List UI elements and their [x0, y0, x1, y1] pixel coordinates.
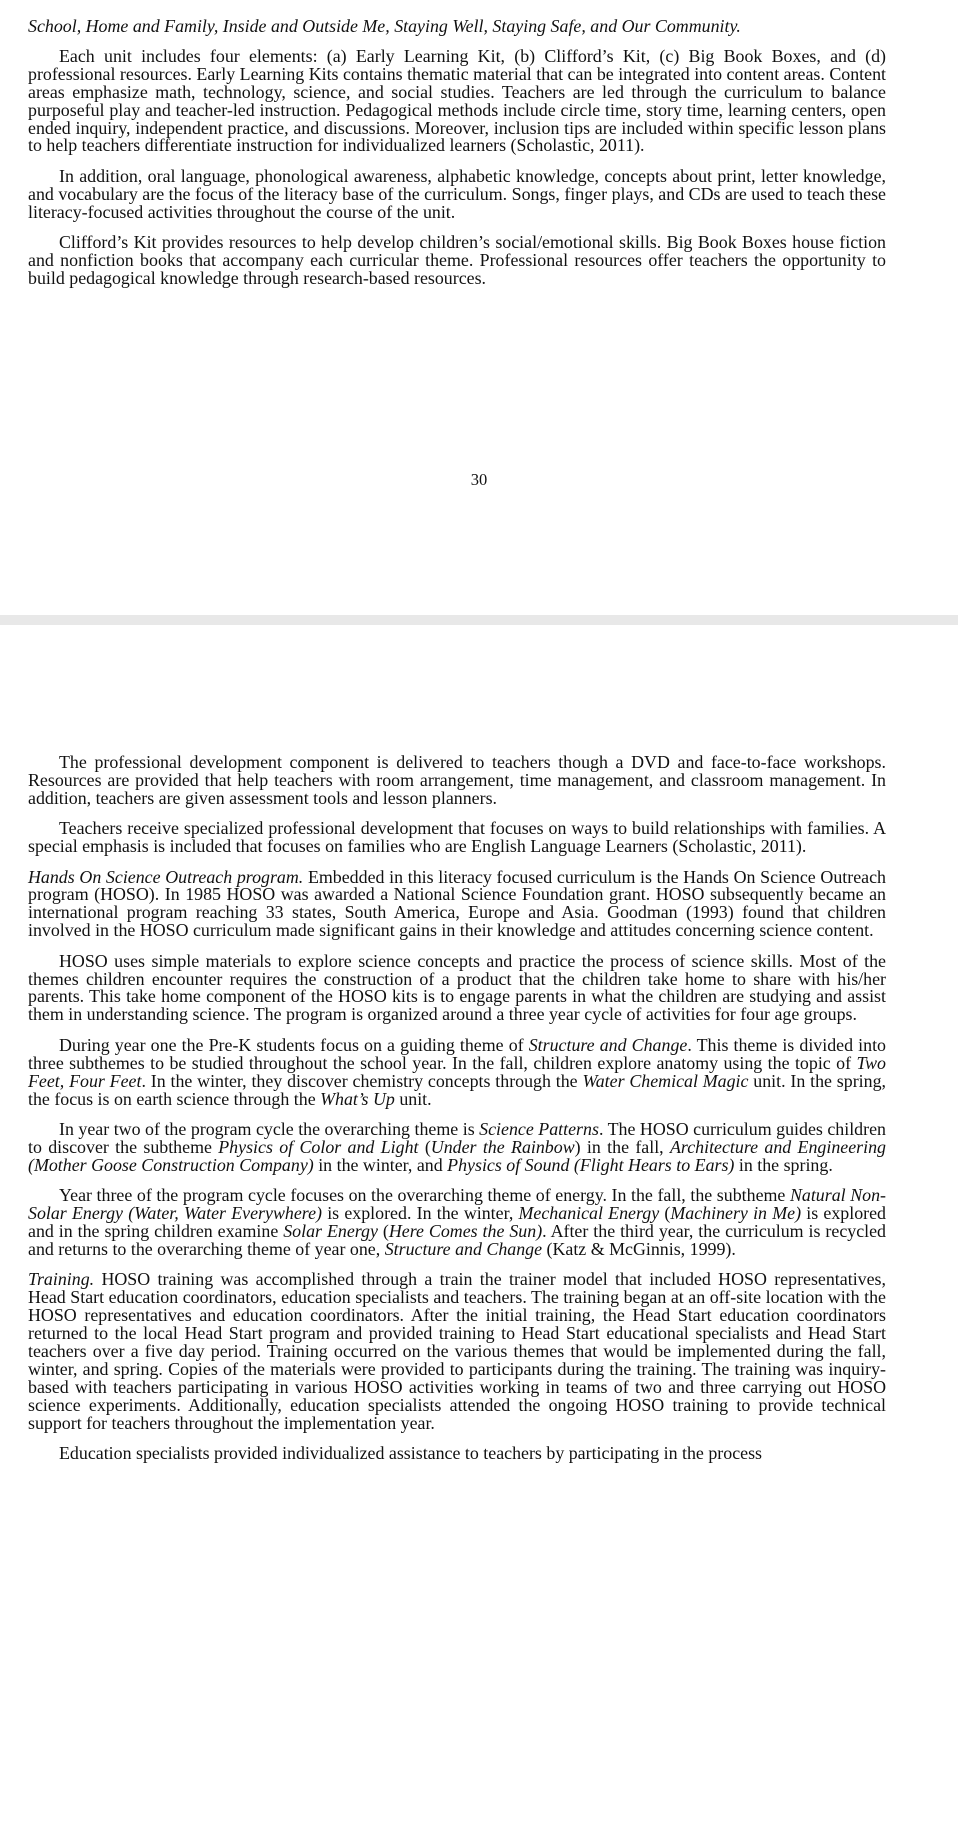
section-heading-hoso: Hands On Science Outreach program. [28, 866, 304, 887]
paragraph-cliffords-kit: Clifford’s Kit provides resources to help develop children’s social/emotional skills. Big Book Boxes house fiction and nonfiction books that accompany each curricular theme. Professional resources offer teachers the opportunity to build pedagogical knowledge through research-based resources. [28, 232, 886, 288]
paragraph-literacy-base: In addition, oral language, phonological awareness, alphabetic knowledge, concepts about print, letter knowledge, and vocabulary are the focus of the literacy base of the curriculum. Songs, finger plays, and CDs are used to teach these literacy-focused activities throughout the course of the unit. [28, 165, 886, 222]
paragraph-professional-development: The professional development component is delivered to teachers though a DVD and face-to-face workshops. Resources are provided that help teachers with room arrangement, time management, and classroom management. In addition, teachers are given assessment tools and lesson planners. [28, 752, 886, 808]
paragraph-year-two: In year two of the program cycle the overarching theme is Science Patterns. The HOSO curriculum guides children to discover the subtheme Physics of Color and Light (Under the Rainbow) in the fall, Architecture and Engineering (Mother Goose Construction Company) in the winter, and Physics of Sound (Flight Hears to Ears) in the spring. [28, 1118, 886, 1175]
paragraph-education-specialists: Education specialists provided individualized assistance to teachers by participating in the process [59, 1442, 762, 1463]
section-heading-training: Training. [28, 1269, 95, 1290]
page-number: 30 [470, 470, 488, 489]
unit-list-italic: School, Home and Family, Inside and Outside Me, Staying Well, Staying Safe, and Our Community. [28, 16, 741, 36]
paragraph-hoso-intro: Hands On Science Outreach program. Embedded in this literacy focused curriculum is the Hands On Science Outreach program (HOSO). In 1985 HOSO was awarded a National Science Foundation grant. HOSO subsequently became an international program reaching 33 states, South America, Europe and Asia. Goodman (1993) found that children involved in the HOSO curriculum made significant gains in their knowledge and attitudes concerning science content. [28, 866, 886, 941]
paragraph-unit-elements: Each unit includes four elements: (a) Early Learning Kit, (b) Clifford’s Kit, (c) Big Book Boxes, and (d) professional resources. Early Learning Kits contains thematic material that can be integrated into content areas. Content areas emphasize math, technology, science, and social studies. Teachers are led through the curriculum to balance purposeful play and teacher-led instruction. Pedagogical methods include circle time, story time, learning centers, open ended inquiry, independent practice, and discussions. Moreover, inclusion tips are included within specific lesson plans to help teachers differentiate instruction for individualized learners (Scholastic, 2011). [28, 45, 886, 156]
paragraph-training: Training. HOSO training was accomplished through a train the trainer model that included HOSO representatives, Head Start education coordinators, education specialists and teachers. The training began at an off-site location with the HOSO representatives and education coordinators. After the initial training, the Head Start education coordinators returned to the local Head Start program and provided training to Head Start educational specialists and Head Start teachers over a five day period. Training occurred on the various themes that would be implemented during the fall, winter, and spring. Copies of the materials were provided to participants during the training. The training was inquiry-based with teachers participating in various HOSO activities working in teams of two and three carrying out HOSO science experiments. Additionally, education specialists attended the ongoing HOSO training to provide technical support for teachers throughout the implementation year. [28, 1269, 886, 1433]
paragraph-year-three: Year three of the program cycle focuses on the overarching theme of energy. In the fall, the subtheme Natural Non-Solar Energy (Water, Water Everywhere) is explored. In the winter, Mechanical Energy (Machinery in Me) is explored and in the spring children examine Solar Energy (Here Comes the Sun). After the third year, the curriculum is recycled and returns to the overarching theme of year one, Structure and Change (Katz & McGinnis, 1999). [28, 1185, 887, 1259]
page-30-text [28, 18, 886, 300]
page-31-text [28, 754, 886, 1475]
document-page-30 [0, 0, 958, 615]
paragraph-continuation [28, 18, 886, 36]
paragraph-year-one: During year one the Pre-K students focus on a guiding theme of Structure and Change. This theme is divided into three subthemes to be studied throughout the school year. In the fall, children explore anatomy using the topic of Two Feet, Four Feet. In the winter, they discover chemistry concepts through the Water Chemical Magic unit. In the spring, the focus is on earth science through the What’s Up unit. [28, 1034, 887, 1109]
paragraph-families: Teachers receive specialized professional development that focuses on ways to build relationships with families. A special emphasis is included that focuses on families who are English Language Learners (Scholastic, 2011). [28, 818, 886, 857]
paragraph-hoso-materials: HOSO uses simple materials to explore science concepts and practice the process of science skills. Most of the themes children encounter requires the construction of a product that the children take home to share with his/her parents. This take home component of the HOSO kits is to engage parents in what the children are studying and assist them in understanding science. The program is organized around a three year cycle of activities for four age groups. [28, 950, 886, 1025]
document-page-31 [0, 625, 958, 1834]
page-separator [0, 615, 958, 625]
